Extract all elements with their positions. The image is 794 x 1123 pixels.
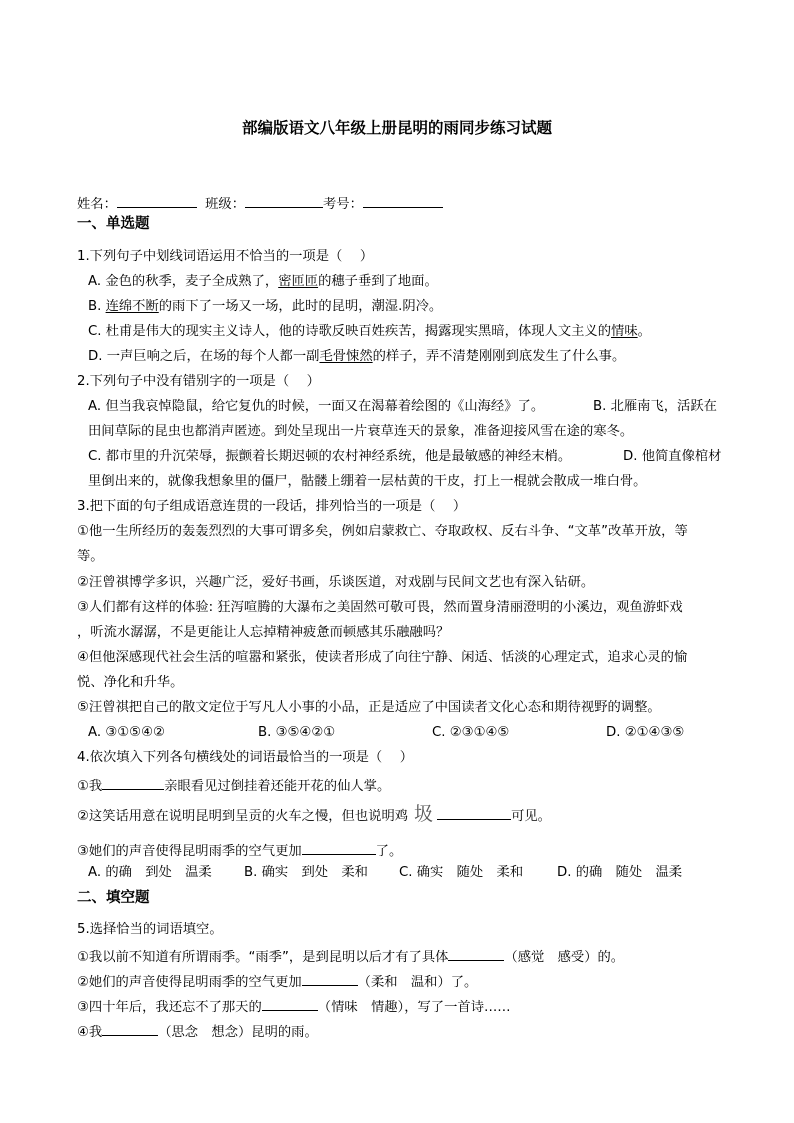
option-b[interactable]: B. ③⑤④②①: [258, 725, 336, 740]
fill-blank[interactable]: [448, 948, 504, 961]
number-blank[interactable]: [363, 195, 443, 208]
fill-blank[interactable]: [262, 998, 318, 1011]
sentence-3: ③四十年后，我还忘不了那天的 （情味 情趣），写了一首诗……: [77, 1000, 511, 1015]
sentence-3-continued: ，听流水潺潺，不是更能让人忘掉精神疲惫而顿感其乐融融吗？: [77, 625, 450, 640]
option-d-continued: 里倒出来的，就像我想象里的僵尸，骷髅上绷着一层枯黄的干皮，打上一棍就会散成一堆白骨。: [88, 474, 647, 489]
question-stem: 5.选择恰当的词语填空。: [77, 922, 223, 937]
option-c[interactable]: C. 确实 随处 柔和: [399, 865, 524, 880]
fill-blank[interactable]: [102, 777, 164, 790]
option-b[interactable]: B. 北雁南飞，活跃在: [593, 399, 717, 414]
sentence-1: ①我以前不知道有所谓雨季。“雨季”，是到昆明以后才有了具体 （感觉 感受）的。: [77, 950, 625, 965]
fill-blank[interactable]: [302, 842, 376, 855]
sentence-4-continued: 悦、净化和升华。: [77, 675, 184, 690]
option-b[interactable]: B. 连绵不断的雨下了一场又一场，此时的昆明，潮湿.阴冷。: [88, 299, 443, 314]
name-label: 姓名：: [77, 197, 117, 212]
option-a[interactable]: A. 金色的秋季，麦子全成熟了，密匝匝的穗子垂到了地面。: [88, 274, 438, 289]
sentence-5: ⑤汪曾祺把自己的散文定位于写凡人小事的小品，正是适应了中国读者文化心态和期待视野的调整。: [77, 700, 661, 715]
fill-blank[interactable]: [437, 807, 511, 820]
option-d[interactable]: D. 他简直像棺材: [623, 449, 722, 464]
number-label: 考号：: [323, 197, 363, 212]
option-b[interactable]: B. 确实 到处 柔和: [244, 865, 368, 880]
option-c[interactable]: C. 杜甫是伟大的现实主义诗人，他的诗歌反映百姓疾苦，揭露现实黑暗，体现人文主义的情味。: [88, 324, 651, 339]
sentence-3: ③她们的声音使得昆明雨季的空气更加 了。: [77, 844, 403, 859]
section-heading: 一、单选题: [77, 216, 150, 232]
question-stem: 2.下列句子中没有错别字的一项是（ ）: [77, 374, 320, 389]
sentence-2: ②这笑话用意在说明昆明到呈贡的火车之慢，但也说明鸡 圾 可见。: [77, 803, 551, 825]
fill-blank[interactable]: [302, 973, 358, 986]
option-a[interactable]: A. 但当我哀悼隐鼠，给它复仇的时候，一面又在渴幕着绘图的《山海经》了。: [88, 399, 545, 414]
option-c[interactable]: C. ②③①④⑤: [432, 725, 510, 740]
option-a[interactable]: A. 的确 到处 温柔: [88, 865, 212, 880]
sentence-4: ④但他深感现代社会生活的喧嚣和紧张，使读者形成了向往宁静、闲适、恬淡的心理定式，追求心灵的愉: [77, 650, 688, 665]
option-a[interactable]: A. ③①⑤④②: [88, 725, 165, 740]
page-title: 部编版语文八年级上册昆明的雨同步练习试题: [241, 119, 552, 137]
class-blank[interactable]: [245, 195, 323, 208]
question-stem: 1.下列句子中划线词语运用不恰当的一项是（ ）: [77, 249, 374, 264]
section-heading: 二、填空题: [77, 890, 150, 906]
option-c[interactable]: C. 都市里的升沉荣辱，振颤着长期迟顿的农村神经系统，他是最敏感的神经末梢。: [88, 449, 572, 464]
sentence-2: ②她们的声音使得昆明雨季的空气更加 （柔和 温和）了。: [77, 975, 478, 990]
sentence-1: ①我 亲眼看见过倒挂着还能开花的仙人掌。: [77, 779, 391, 794]
sentence-4: ④我 （思念 想念）昆明的雨。: [77, 1025, 318, 1040]
option-d[interactable]: D. 的确 随处 温柔: [557, 865, 683, 880]
fill-blank[interactable]: [102, 1023, 158, 1036]
sentence-1-continued: 等。: [77, 549, 104, 564]
question-stem: 3.把下面的句子组成语意连贯的一段话，排列恰当的一项是（ ）: [77, 499, 467, 514]
sentence-2: ②汪曾祺博学多识，兴趣广泛，爱好书画，乐谈医道，对戏剧与民间文艺也有深入钻研。: [77, 575, 595, 590]
option-d[interactable]: D. ②①④③⑤: [606, 725, 685, 740]
sentence-3: ③人们都有这样的体验: 狂泻喧腾的大瀑布之美固然可敬可畏，然而置身清丽澄明的小溪边，观鱼游虾戏: [77, 600, 683, 615]
option-b-continued: 田间草际的昆虫也都消声匿迹。到处呈现出一片衰草连天的景象，准备迎接风雪在途的寒冬。: [88, 424, 634, 439]
name-blank[interactable]: [117, 195, 197, 208]
student-info: [77, 195, 443, 211]
class-label: 班级：: [205, 197, 246, 212]
sentence-1: ①他一生所经历的轰轰烈烈的大事可谓多矣，例如启蒙救亡、夺取政权、反右斗争、“文革”改革开放，等: [77, 524, 688, 539]
question-stem: 4.依次填入下列各句横线处的词语最恰当的一项是（ ）: [77, 750, 414, 765]
option-d[interactable]: D. 一声巨响之后，在场的每个人都一副毛骨悚然的样子，弄不清楚刚刚到底发生了什么事。: [88, 349, 626, 364]
